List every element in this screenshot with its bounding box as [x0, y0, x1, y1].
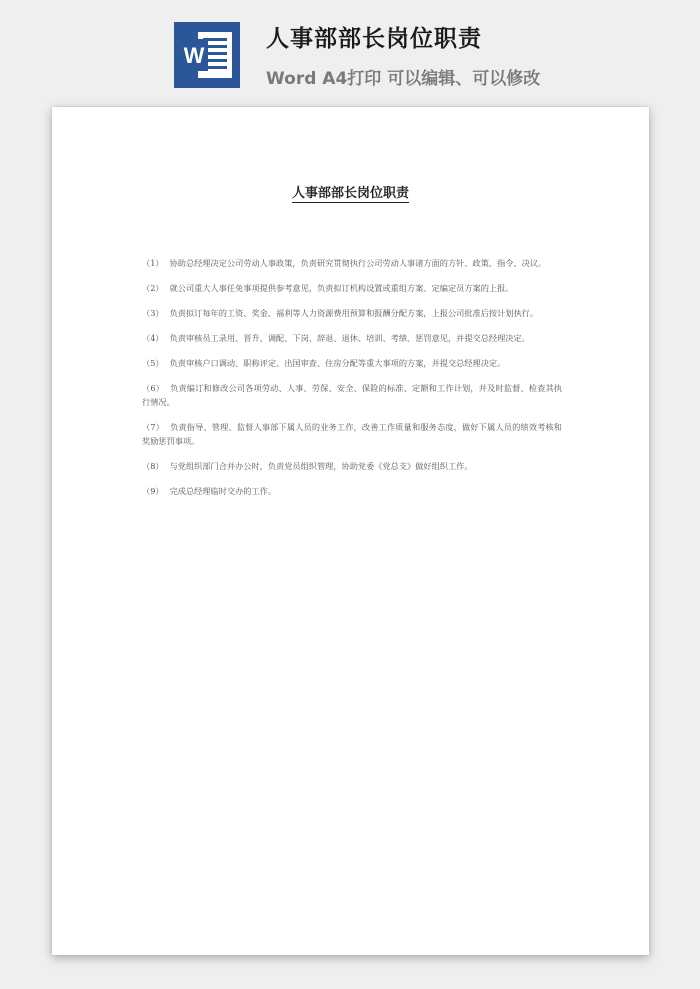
duty-item — [142, 306, 562, 320]
duty-item-number: （9） — [142, 486, 164, 496]
duty-item — [142, 484, 562, 498]
duty-item-number: （3） — [142, 308, 164, 318]
duty-item — [142, 356, 562, 370]
duty-item — [142, 381, 562, 409]
header-subtitle: Word A4打印 可以编辑、可以修改 — [266, 69, 541, 89]
duty-item-number: （8） — [142, 461, 164, 471]
duty-item-text: 与党组织部门合并办公时，负责党员组织管理，协助党委《党总支》做好组织工作。 — [169, 461, 473, 471]
word-icon-letter: W — [183, 43, 205, 68]
word-document-icon — [174, 22, 240, 88]
duty-item-text: 完成总经理临时交办的工作。 — [169, 486, 277, 496]
duty-item — [142, 420, 562, 448]
duty-item — [142, 331, 562, 345]
duty-item-text: 负责审核户口调动、职称评定、出国审查、住房分配等重大事项的方案，并提交总经理决定。 — [169, 358, 506, 368]
duty-item — [142, 256, 562, 270]
header-title: 人事部部长岗位职责 — [266, 26, 482, 52]
duty-item-number: （1） — [142, 258, 164, 268]
document-page — [52, 107, 649, 955]
duty-list — [142, 256, 562, 509]
duty-item-text: 负责指导、管理、监督人事部下属人员的业务工作，改善工作质量和服务态度，做好下属人员的绩效考核和奖励惩罚事项。 — [142, 422, 562, 446]
duty-item-text: 就公司重大人事任免事项提供参考意见，负责拟订机构设置或重组方案、定编定员方案的上报。 — [169, 283, 514, 293]
duty-item-number: （5） — [142, 358, 164, 368]
document-title — [52, 182, 649, 201]
duty-item-text: 协助总经理决定公司劳动人事政策，负责研究贯彻执行公司劳动人事诸方面的方针、政策、指令、决议。 — [169, 258, 547, 268]
duty-item — [142, 459, 562, 473]
duty-item-text: 负责审核员工录用、晋升、调配、下岗、辞退、退休、培训、考绩、惩罚意见，并提交总经理决定。 — [169, 333, 530, 343]
duty-item-number: （7） — [142, 422, 165, 432]
duty-item-text: 负责编订和修改公司各项劳动、人事、劳保、安全、保险的标准、定额和工作计划，并及时监督、检查其执行情况。 — [142, 383, 562, 407]
duty-item-number: （4） — [142, 333, 164, 343]
duty-item-number: （2） — [142, 283, 164, 293]
document-title-text: 人事部部长岗位职责 — [291, 186, 409, 201]
duty-item-text: 负责拟订每年的工资、奖金、福利等人力资源费用预算和报酬分配方案，上报公司批准后按计划执行。 — [169, 308, 539, 318]
header — [0, 0, 700, 100]
duty-item — [142, 281, 562, 295]
duty-item-number: （6） — [142, 383, 165, 393]
